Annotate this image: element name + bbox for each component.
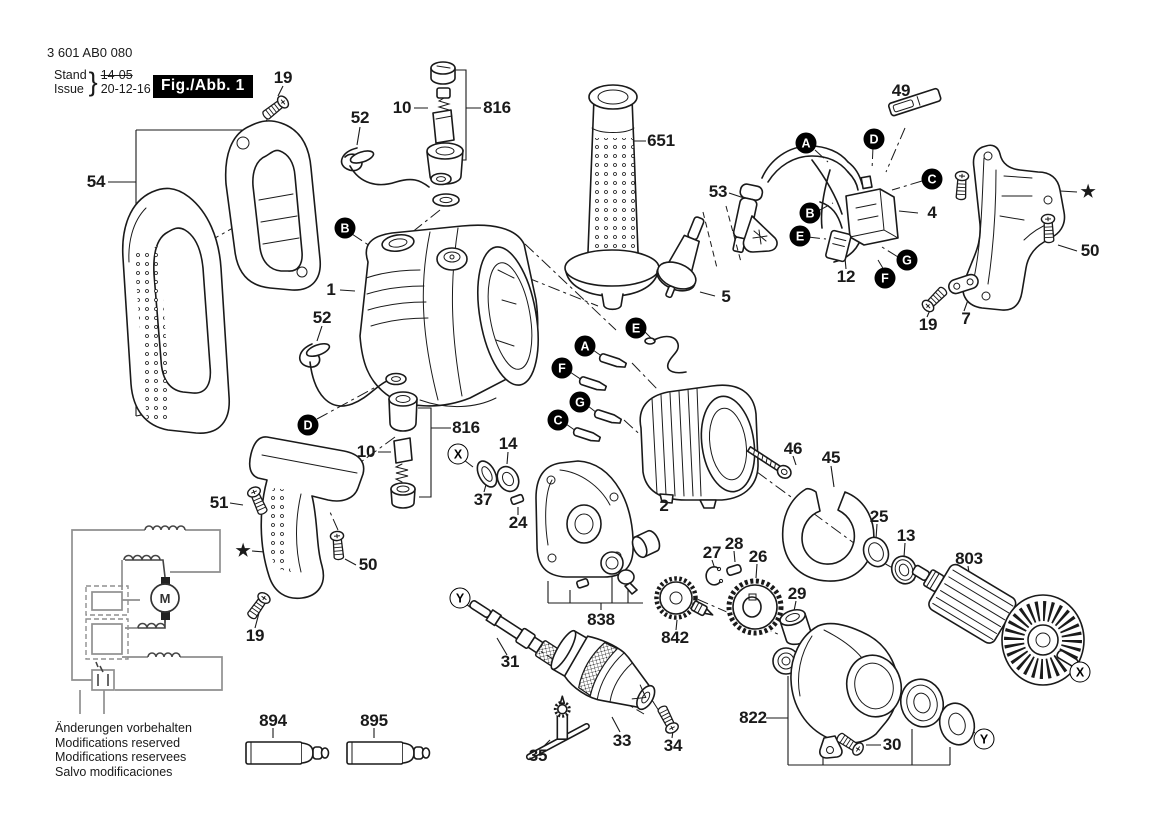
callout-803: 803 <box>955 549 983 568</box>
wiring-marker-C: C <box>548 410 569 431</box>
callout-816: 816 <box>483 98 511 117</box>
callout-2: 2 <box>659 496 669 515</box>
wiring-marker-F: F <box>875 268 896 289</box>
reference-marker-Y: Y <box>450 588 471 609</box>
field-coil-art <box>640 385 760 508</box>
date-old: 14-05 <box>100 68 133 82</box>
callout-★: ★ <box>1080 182 1096 201</box>
date-new: 20-12-16 <box>100 81 151 96</box>
reference-marker-Y: Y <box>974 729 995 750</box>
grease-tube-894-art <box>246 742 329 764</box>
reference-marker-X: X <box>448 444 469 465</box>
issue-label: Issue <box>54 81 84 96</box>
armature-art <box>901 547 1084 685</box>
wiring-marker-G: G <box>570 392 591 413</box>
wiring-marker-F: F <box>552 358 573 379</box>
callout-35: 35 <box>528 746 548 765</box>
wiring-marker-G: G <box>897 250 918 271</box>
callout-45: 45 <box>821 448 841 467</box>
callout-54: 54 <box>86 172 106 191</box>
wiring-marker-E: E <box>626 318 647 339</box>
side-handle-halves-art <box>123 121 321 433</box>
screw-34-art <box>655 704 680 735</box>
wiring-marker-B: B <box>335 218 356 239</box>
callout-52: 52 <box>312 308 332 327</box>
callout-50: 50 <box>358 555 378 574</box>
callout-37: 37 <box>473 490 493 509</box>
callout-27: 27 <box>702 543 722 562</box>
motor-symbol: M <box>159 591 171 606</box>
wiring-marker-C: C <box>922 169 943 190</box>
callout-28: 28 <box>724 534 744 553</box>
callout-12: 12 <box>836 267 856 286</box>
figure-badge: Fig./Abb. 1 <box>153 75 253 98</box>
callout-50: 50 <box>1080 241 1100 260</box>
callout-19: 19 <box>245 626 265 645</box>
brush-cap-stack-mid-art <box>389 392 417 508</box>
callout-19: 19 <box>273 68 293 87</box>
callout-25: 25 <box>869 507 889 526</box>
callout-34: 34 <box>663 736 683 755</box>
wiring-marker-B: B <box>800 203 821 224</box>
type-number: 3 601 AB0 080 <box>47 45 133 60</box>
callout-822: 822 <box>739 708 767 727</box>
callout-52: 52 <box>350 108 370 127</box>
wiring-marker-E: E <box>790 226 811 247</box>
callout-842: 842 <box>661 628 689 647</box>
callout-31: 31 <box>500 652 520 671</box>
screw-50-mid-art <box>330 531 346 560</box>
callout-51: 51 <box>209 493 229 512</box>
screw-19-top-art <box>260 94 290 122</box>
pistol-grip-art <box>250 437 364 598</box>
callout-838: 838 <box>587 610 615 629</box>
callout-49: 49 <box>891 81 911 100</box>
rights-line-de: Änderungen vorbehalten <box>55 721 192 735</box>
callout-★: ★ <box>235 541 251 560</box>
callout-33: 33 <box>612 731 632 750</box>
wiring-schematic-art <box>72 526 222 714</box>
wiring-marker-A: A <box>575 336 596 357</box>
callout-53: 53 <box>708 182 728 201</box>
callout-651: 651 <box>647 131 675 150</box>
stand-label: Stand <box>54 68 87 82</box>
grease-tube-895-art <box>347 742 430 764</box>
callout-4: 4 <box>927 203 937 222</box>
callout-26: 26 <box>748 547 768 566</box>
rear-housing-art <box>920 145 1064 314</box>
bearing-plate-art <box>536 461 662 594</box>
chuck-key-art <box>507 688 590 761</box>
callout-10: 10 <box>392 98 412 117</box>
callout-46: 46 <box>783 439 803 458</box>
callout-29: 29 <box>787 584 807 603</box>
rights-line-fr: Modifications reservees <box>55 750 187 765</box>
callout-19: 19 <box>918 315 938 334</box>
callout-5: 5 <box>721 287 731 306</box>
reference-marker-X: X <box>1070 662 1091 683</box>
callout-24: 24 <box>508 513 528 532</box>
callout-14: 14 <box>498 434 518 453</box>
wiring-marker-D: D <box>864 129 885 150</box>
callout-1: 1 <box>326 280 336 299</box>
callout-7: 7 <box>961 309 971 328</box>
callout-894: 894 <box>259 711 287 730</box>
callout-30: 30 <box>882 735 902 754</box>
wiring-marker-A: A <box>796 133 817 154</box>
rights-line-en: Modifications reserved <box>55 735 181 750</box>
rights-line-es: Salvo modificaciones <box>55 764 173 779</box>
callout-10: 10 <box>356 442 376 461</box>
callout-895: 895 <box>360 711 388 730</box>
callout-816: 816 <box>452 418 480 437</box>
aux-handle-art <box>565 85 659 309</box>
component-12-art <box>825 230 851 262</box>
gear-housing-art <box>773 624 979 758</box>
brace-glyph: } <box>88 67 98 97</box>
wiring-marker-D: D <box>298 415 319 436</box>
callout-13: 13 <box>896 526 916 545</box>
